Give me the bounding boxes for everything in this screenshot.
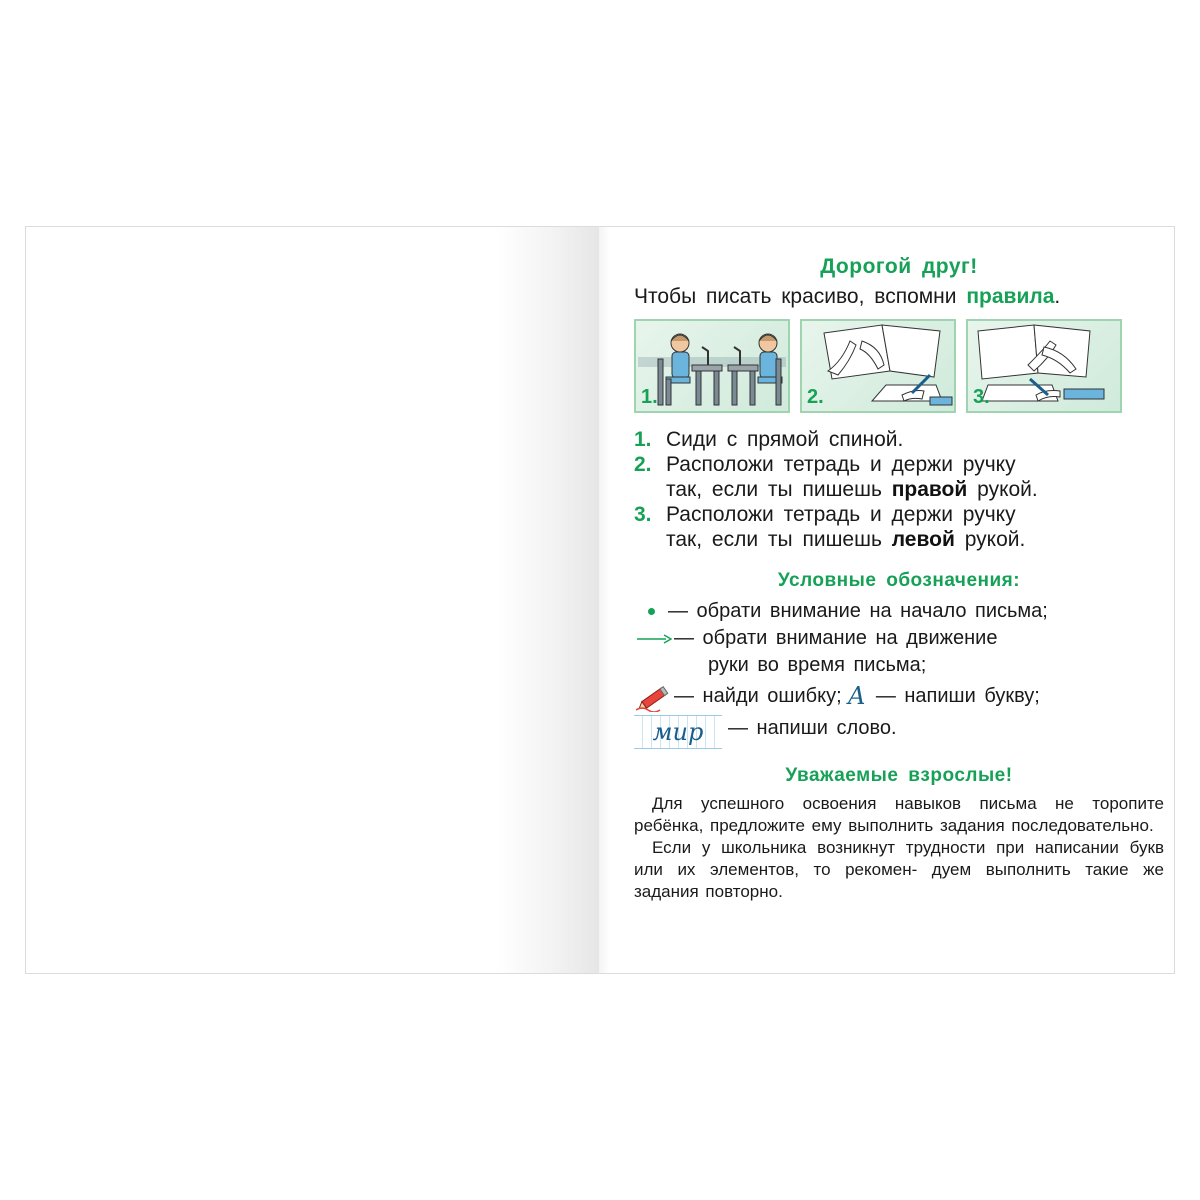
legend-item xyxy=(634,625,1164,679)
rule-number: 1. xyxy=(634,428,652,451)
legend-item xyxy=(634,683,1164,713)
word-sample: мир xyxy=(652,717,704,746)
legend-line: — обрати внимание на движение xyxy=(674,627,998,649)
dot-icon xyxy=(634,598,668,625)
illustrations-row xyxy=(634,319,1164,413)
word-icon xyxy=(634,715,722,749)
open-booklet xyxy=(25,226,1175,974)
picture-number: 2. xyxy=(807,386,824,408)
legend-text: — обрати внимание на начало письма; xyxy=(668,600,1048,622)
intro-text: Чтобы писать красиво, вспомни xyxy=(634,285,957,308)
intro-highlight: правила xyxy=(966,285,1055,308)
arrow-icon xyxy=(634,625,674,652)
rule-text xyxy=(666,452,1164,502)
rule-line: так, если ты пишешь xyxy=(666,528,882,551)
rule-line-end: рукой. xyxy=(977,478,1038,501)
legend-line: руки во время письма; xyxy=(708,654,927,676)
rule-number: 2. xyxy=(634,453,652,476)
adults-title: Уважаемые взрослые! xyxy=(785,765,1013,786)
rule-text xyxy=(666,502,1164,552)
rules-list xyxy=(634,427,1164,552)
rule-line: так, если ты пишешь xyxy=(666,478,882,501)
intro-line xyxy=(634,285,1164,309)
rule-number: 3. xyxy=(634,503,652,526)
rule-text: Сиди с прямой спиной. xyxy=(666,428,904,451)
rule-item xyxy=(634,452,1164,502)
rule-bold-word: левой xyxy=(891,528,955,551)
intro-end: . xyxy=(1054,285,1061,308)
legend-list xyxy=(634,598,1164,749)
adults-paragraph: Для успешного освоения навыков письма не торопите ребёнка, предложите ему выполнить задания последовательно. xyxy=(634,794,1164,835)
left-hand-notebook-illustration xyxy=(966,319,1122,413)
legend-title: Условные обозначения: xyxy=(777,570,1021,591)
picture-number: 1. xyxy=(641,386,658,408)
page-content xyxy=(634,255,1164,903)
pencil-icon xyxy=(634,683,674,713)
letter-icon: А xyxy=(847,682,866,710)
right-page xyxy=(599,227,1174,973)
rule-line: Расположи тетрадь и держи ручку xyxy=(666,503,1016,526)
picture-number: 3. xyxy=(973,386,990,408)
legend-text: — напиши слово. xyxy=(728,717,897,739)
legend-text: — напиши букву; xyxy=(875,685,1040,707)
rule-item xyxy=(634,502,1164,552)
rule-item xyxy=(634,427,1164,452)
adults-paragraph: Если у школьника возникнут трудности при написании букв или их элементов, то рекомен- дуем выполнить такие же задания повторно. xyxy=(634,838,1164,901)
legend-item xyxy=(634,598,1164,625)
right-hand-notebook-illustration xyxy=(800,319,956,413)
adults-note xyxy=(634,793,1164,903)
rule-line-end: рукой. xyxy=(964,528,1026,551)
rule-line: Расположи тетрадь и держи ручку xyxy=(666,453,1016,476)
desk-posture-illustration xyxy=(634,319,790,413)
legend-text xyxy=(674,625,997,679)
legend-text: — найди ошибку; xyxy=(674,685,842,707)
legend-item xyxy=(634,715,1164,749)
page-heading: Дорогой друг! xyxy=(820,255,978,278)
left-blank-page xyxy=(26,227,599,973)
rule-bold-word: правой xyxy=(891,478,968,501)
